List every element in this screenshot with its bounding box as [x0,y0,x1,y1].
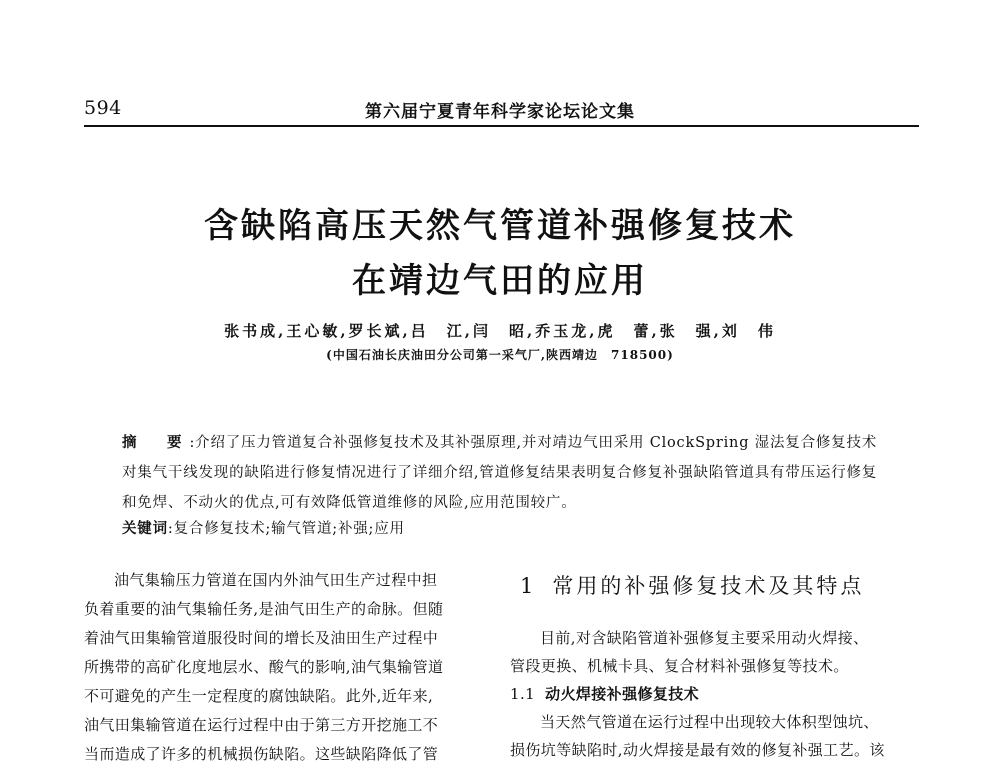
section-title: 常用的补强修复技术及其特点 [552,574,865,598]
abstract [122,428,882,518]
article-title-line-1: 含缺陷高压天然气管道补强修复技术 [204,206,796,246]
body-right-column [510,624,930,764]
keywords-text: :复合修复技术;输气管道;补强;应用 [167,521,405,537]
body-line: 着油气田集输管道服役时间的增长及油田生产过程中 [84,629,439,647]
body-line: 不可避免的产生一定程度的腐蚀缺陷。此外,近年来, [84,687,434,705]
abstract-text: :介绍了压力管道复合补强修复技术及其补强原理,并对靖边气田采用 ClockSpring 湿法复合修复技术对集气干线发现的缺陷进行修复情况进行了详细介绍,管道修复结果表明复合修复补强缺陷管道具有带压运行修复和免焊、不动火的优点,可有效降低管道维修的风险,应用范围较广。 [122,435,878,511]
body-line: 损伤坑等缺陷时,动火焊接是最有效的修复补强工艺。该 [510,741,885,759]
author-list: 张书成,王心敏,罗长斌,吕 江,闫 昭,乔玉龙,虎 蕾,张 强,刘 伟 [224,322,776,340]
article-title-line-2: 在靖边气田的应用 [352,261,648,301]
body-line: 目前,对含缺陷管道补强修复主要采用动火焊接、 [540,629,869,647]
affiliation: (中国石油长庆油田分公司第一采气厂,陕西靖边 718500) [326,348,674,362]
body-line: 所携带的高矿化度地层水、酸气的影响,油气集输管道 [84,658,444,676]
body-line: 当天然气管道在运行过程中出现较大体积型蚀坑、 [540,713,879,731]
section-heading [520,570,864,600]
body-line: 油气田集输管道在运行过程中由于第三方开挖施工不 [84,716,439,734]
body-left-column [84,566,494,769]
subsection-title: 动火焊接补强修复技术 [545,685,700,703]
keywords [122,518,882,540]
body-line: 管段更换、机械卡具、复合材料补强修复等技术。 [510,657,849,675]
keywords-label: 关键词 [122,520,168,537]
abstract-label: 摘 要 [122,434,190,451]
header-rule [84,125,919,127]
body-line: 当而造成了许多的机械损伤缺陷。这些缺陷降低了管 [84,745,439,763]
section-number: 1 [520,574,537,598]
body-line: 油气集输压力管道在国内外油气田生产过程中担 [114,571,438,589]
subsection-heading [510,680,930,708]
page-number: 594 [84,97,122,119]
journal-title: 第六届宁夏青年科学家论坛论文集 [365,102,635,122]
subsection-number: 1.1 [510,685,536,703]
body-line: 负着重要的油气集输任务,是油气田生产的命脉。但随 [84,600,444,618]
